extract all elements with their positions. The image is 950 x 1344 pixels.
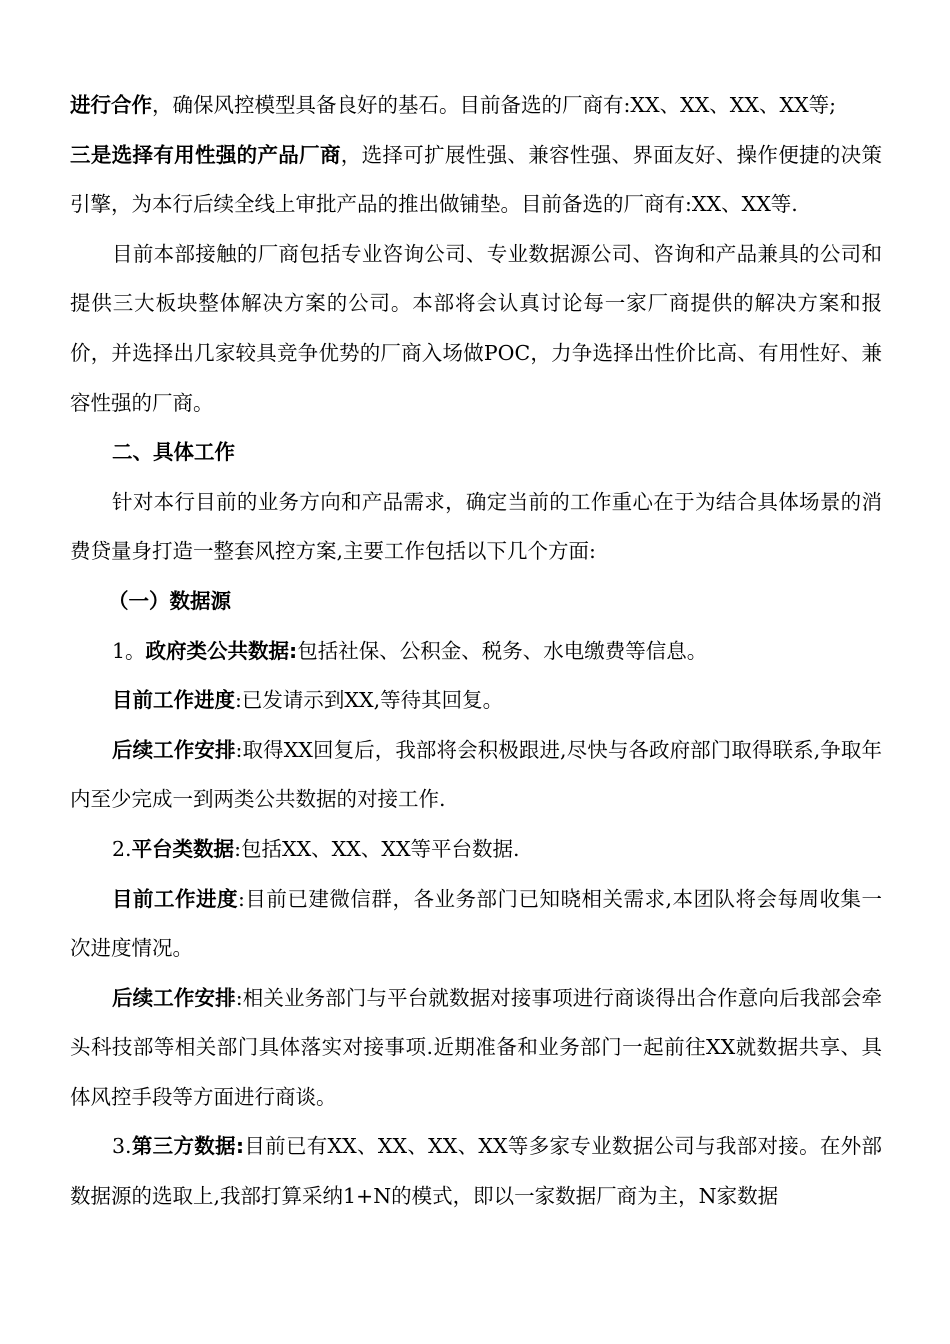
bold-lead: 目前工作进度 xyxy=(112,688,235,713)
bold-lead: 政府类公共数据: xyxy=(145,638,298,663)
heading-text: 二、具体工作 xyxy=(112,440,235,465)
section-heading-specific-work xyxy=(70,428,882,478)
paragraph-platform-data xyxy=(70,825,882,875)
paragraph-cooperation xyxy=(70,81,882,131)
paragraph-vendors-contacted xyxy=(70,230,882,428)
paragraph-text: :包括XX、XX、XX等平台数据. xyxy=(234,836,520,861)
paragraph-text: :已发请示到XX,等待其回复。 xyxy=(235,688,504,713)
paragraph-third-party-data xyxy=(70,1122,882,1221)
bold-lead: 第三方数据: xyxy=(131,1134,245,1159)
item-number: 1。 xyxy=(112,638,146,663)
paragraph-text: 目前已有XX、XX、XX、XX等多家专业数据公司与我部对接。在外部数据源的选取上,我部打算采纳1+N的模式，即以一家数据厂商为主，N家数据 xyxy=(70,1134,882,1209)
subsection-heading-data-source xyxy=(70,577,882,627)
paragraph-text: ，确保风控模型具备良好的基石。目前备选的厂商有:XX、XX、XX、XX等; xyxy=(152,93,837,117)
item-number: 2. xyxy=(112,836,132,861)
bold-lead: 进行合作 xyxy=(70,93,152,117)
paragraph-platform-progress xyxy=(70,875,882,974)
paragraph-gov-progress xyxy=(70,676,882,726)
bold-lead: 平台类数据 xyxy=(131,836,235,861)
paragraph-text: 目前本部接触的厂商包括专业咨询公司、专业数据源公司、咨询和产品兼具的公司和提供三大板块整体解决方案的公司。本部将会认真讨论每一家厂商提供的解决方案和报价，并选择出几家较具竞争优势的厂商入场做POC，力争选择出性价比高、有用性好、兼容性强的厂商。 xyxy=(70,241,882,415)
paragraph-text: :相关业务部门与平台就数据对接事项进行商谈得出合作意向后我部会牵头科技部等相关部门具体落实对接事项.近期准备和业务部门一起前往XX就数据共享、具体风控手段等方面进行商谈。 xyxy=(70,985,883,1109)
document-page xyxy=(70,81,882,1222)
paragraph-work-focus xyxy=(70,478,882,577)
paragraph-text: :取得XX回复后，我部将会积极跟进,尽快与各政府部门取得联系,争取年内至少完成一到两类公共数据的对接工作. xyxy=(70,737,882,812)
paragraph-government-data xyxy=(70,627,882,677)
paragraph-platform-next-steps xyxy=(70,974,882,1123)
paragraph-text: :目前已建微信群，各业务部门已知晓相关需求,本团队将会每周收集一次进度情况。 xyxy=(70,886,883,961)
paragraph-product-vendor xyxy=(70,131,882,230)
paragraph-text: 针对本行目前的业务方向和产品需求，确定当前的工作重心在于为结合具体场景的消费贷量身打造一整套风控方案,主要工作包括以下几个方面: xyxy=(70,489,882,564)
bold-lead: 后续工作安排 xyxy=(112,737,236,762)
paragraph-text: ，选择可扩展性强、兼容性强、界面友好、操作便捷的决策引擎，为本行后续全线上审批产品的推出做铺垫。目前备选的厂商有:XX、XX等. xyxy=(70,142,883,217)
bold-lead: 三是选择有用性强的产品厂商 xyxy=(70,142,341,167)
paragraph-text: 包括社保、公积金、税务、水电缴费等信息。 xyxy=(297,638,708,663)
bold-lead: 后续工作安排 xyxy=(112,985,236,1010)
item-number: 3. xyxy=(112,1134,132,1159)
bold-lead: 目前工作进度 xyxy=(112,886,239,911)
heading-text: （一）数据源 xyxy=(108,588,231,613)
paragraph-gov-next-steps xyxy=(70,726,882,825)
